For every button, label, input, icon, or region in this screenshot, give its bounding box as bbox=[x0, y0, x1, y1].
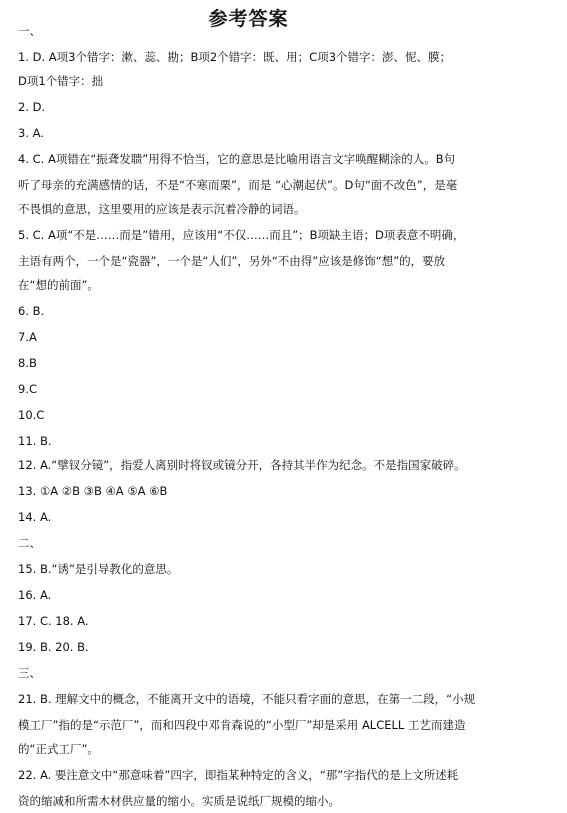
answer-line: 21. B. 理解文中的概念，不能离开文中的语境，不能只看字面的意思，在第一二段，“小规 bbox=[18, 692, 476, 706]
answer-line: 9.C bbox=[18, 382, 38, 396]
answer-line: 22. A. 要注意文中“那意味着”四字，即指某种特定的含义，“那”字指代的是上文所述耗 bbox=[18, 768, 459, 782]
answer-line: 12. A.“擘钗分镜”，指爱人离别时将钗或镜分开，各持其半作为纪念。不是指国家破碎。 bbox=[18, 458, 466, 472]
answer-line: 一、 bbox=[18, 24, 41, 38]
answer-line: 三、 bbox=[18, 666, 41, 680]
answer-line: 的“正式工厂”。 bbox=[18, 742, 99, 756]
answer-line: 听了母亲的充满感情的话，不是“不寒而栗”，而是 “心潮起伏”。D句“面不改色”，是毫 bbox=[18, 178, 458, 192]
answer-line: 17. C. 18. A. bbox=[18, 614, 89, 628]
page-title: 参考答案 bbox=[208, 8, 289, 30]
answer-line: 6. B. bbox=[18, 304, 45, 318]
answer-line: 16. A. bbox=[18, 588, 52, 602]
answer-line: 1. D. A项3个错字：漱、蕊、勘；B项2个错字：既、用；C项3个错字：澎、怩、膜； bbox=[18, 50, 452, 64]
answer-line: 11. B. bbox=[18, 434, 52, 448]
answer-line: 资的缩减和所需木材供应量的缩小。实质是说纸厂规模的缩小。 bbox=[18, 794, 340, 808]
answer-line: 模工厂”指的是“示范厂”，而和四段中邓肯森说的“小型厂”却是采用 ALCELL 工艺而建造 bbox=[18, 718, 466, 732]
answer-line: 10.C bbox=[18, 408, 45, 422]
answer-line: 5. C. A项“不是……而是”错用，应该用“不仅……而且”；B项缺主语；D项表意不明确， bbox=[18, 228, 465, 242]
answer-line: 14. A. bbox=[18, 510, 52, 524]
answer-line: 4. C. A项错在“振聋发聩”用得不恰当，它的意思是比喻用语言文字唤醒糊涂的人。B句 bbox=[18, 152, 456, 166]
answer-line: 在“想的前面”。 bbox=[18, 278, 99, 292]
answer-line: 2. D. bbox=[18, 100, 46, 114]
answer-line: 二、 bbox=[18, 536, 41, 550]
answer-line: 主语有两个，一个是“瓷器”，一个是“人们”，另外“不由得”应该是修饰“想”的，要放 bbox=[18, 254, 446, 268]
answer-line: 13. ①A ②B ③B ④A ⑤A ⑥B bbox=[18, 484, 168, 498]
answer-line: 不畏惧的意思，这里要用的应该是表示沉着冷静的词语。 bbox=[18, 202, 306, 216]
answer-line: 8.B bbox=[18, 356, 37, 370]
answer-line: 19. B. 20. B. bbox=[18, 640, 89, 654]
answer-line: 3. A. bbox=[18, 126, 44, 140]
answer-line: D项1个错字：拙 bbox=[18, 74, 104, 88]
answer-line: 15. B.“诱”是引导教化的意思。 bbox=[18, 562, 179, 576]
answer-line: 7.A bbox=[18, 330, 37, 344]
